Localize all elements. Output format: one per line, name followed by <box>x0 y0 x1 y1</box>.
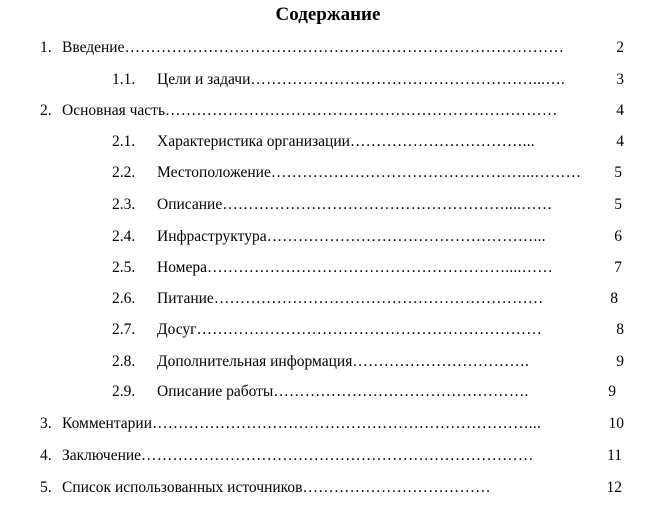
toc-entry-label: Местоположение <box>157 164 271 181</box>
toc-entry-number: 2.5. <box>112 259 136 276</box>
toc-entry-page: 12 <box>606 479 622 496</box>
toc-entry-label: Введение <box>62 39 125 56</box>
toc-entry-sources[interactable] <box>40 478 622 498</box>
toc-entry-comments[interactable] <box>40 414 624 434</box>
toc-entry-number: 2.2. <box>112 164 136 181</box>
toc-entry-goals[interactable] <box>112 70 624 90</box>
toc-entry-page: 5 <box>614 196 622 213</box>
toc-entry-number: 4. <box>40 447 52 464</box>
dot-leader: …………………………………………...……… <box>270 164 582 181</box>
toc-entry-number: 2.8. <box>112 353 136 370</box>
toc-entry-label: Инфраструктура <box>157 228 267 245</box>
toc-entry-label: Питание <box>157 290 214 307</box>
toc-entry-label: Характеристика организации <box>157 133 350 150</box>
dot-leader: ………………………………………………………………… <box>165 102 558 119</box>
dot-leader: ………………………………………………………………………… <box>124 39 565 56</box>
toc-entry-number: 2.4. <box>112 228 136 245</box>
dot-leader: ………………………………………………....…… <box>222 196 553 213</box>
toc-entry-food[interactable] <box>112 289 618 309</box>
dot-leader: ……………………………… <box>302 479 491 496</box>
toc-entry-page: 8 <box>610 290 618 307</box>
toc-entry-description[interactable] <box>112 195 622 215</box>
toc-entry-leisure[interactable] <box>112 320 624 340</box>
dot-leader: ……………………………………………………… <box>213 290 544 307</box>
toc-entry-page: 4 <box>616 133 624 150</box>
toc-entry-organization[interactable] <box>112 132 624 152</box>
toc-entry-infrastructure[interactable] <box>112 227 622 247</box>
dot-leader: …………………………………………. <box>273 383 529 400</box>
toc-entry-page: 9 <box>608 383 616 400</box>
toc-entry-introduction[interactable] <box>40 38 624 58</box>
dot-leader: ………………………………………………...…. <box>250 71 565 88</box>
toc-entry-number: 1. <box>40 39 52 56</box>
toc-entry-label: Список использованных источников <box>62 479 303 496</box>
toc-entry-label: Номера <box>157 259 207 276</box>
toc-entry-location[interactable] <box>112 163 622 183</box>
toc-entry-label: Цели и задачи <box>157 71 251 88</box>
toc-entry-number: 2. <box>40 102 52 119</box>
page-title: Содержание <box>275 4 381 25</box>
dot-leader: ………………………………………………………………… <box>141 447 534 464</box>
toc-entry-number: 5. <box>40 479 52 496</box>
toc-entry-number: 2.1. <box>112 133 136 150</box>
toc-entry-label: Основная часть <box>62 102 166 119</box>
toc-entry-page: 2 <box>616 39 624 56</box>
dot-leader: ……………………………. <box>352 353 530 370</box>
toc-entry-number: 2.9. <box>112 383 136 400</box>
toc-entry-rooms[interactable] <box>112 258 622 278</box>
toc-entry-work-description[interactable] <box>112 382 616 402</box>
toc-entry-additional-info[interactable] <box>112 352 624 372</box>
toc-entry-page: 9 <box>616 353 624 370</box>
toc-entry-label: Описание работы <box>157 383 274 400</box>
toc-entry-main-part[interactable] <box>40 101 624 121</box>
toc-entry-page: 6 <box>614 228 622 245</box>
toc-entry-label: Досуг <box>157 321 197 338</box>
toc-entry-number: 1.1. <box>112 71 136 88</box>
toc-entry-page: 5 <box>614 164 622 181</box>
toc-entry-page: 8 <box>616 321 624 338</box>
toc-entry-label: Комментарии <box>62 415 152 432</box>
toc-entry-label: Дополнительная информация <box>157 353 353 370</box>
toc-entry-label: Описание <box>157 196 223 213</box>
toc-entry-number: 2.6. <box>112 290 136 307</box>
dot-leader: ……………………………………………... <box>266 228 546 245</box>
dot-leader: ………………………………………………………… <box>196 321 542 338</box>
toc-entry-number: 2.3. <box>112 196 136 213</box>
toc-entry-page: 3 <box>616 71 624 88</box>
toc-entry-conclusion[interactable] <box>40 446 622 466</box>
toc-entry-page: 7 <box>614 259 622 276</box>
dot-leader: ……………………………... <box>349 133 535 150</box>
dot-leader: ………………………………………………………………... <box>152 415 542 432</box>
toc-entry-page: 4 <box>616 102 624 119</box>
toc-entry-page: 11 <box>607 447 622 464</box>
toc-entry-number: 2.7. <box>112 321 136 338</box>
dot-leader: …………………………………………………....…… <box>206 259 553 276</box>
toc-entry-label: Заключение <box>62 447 142 464</box>
toc-entry-number: 3. <box>40 415 52 432</box>
toc-entry-page: 10 <box>608 415 624 432</box>
